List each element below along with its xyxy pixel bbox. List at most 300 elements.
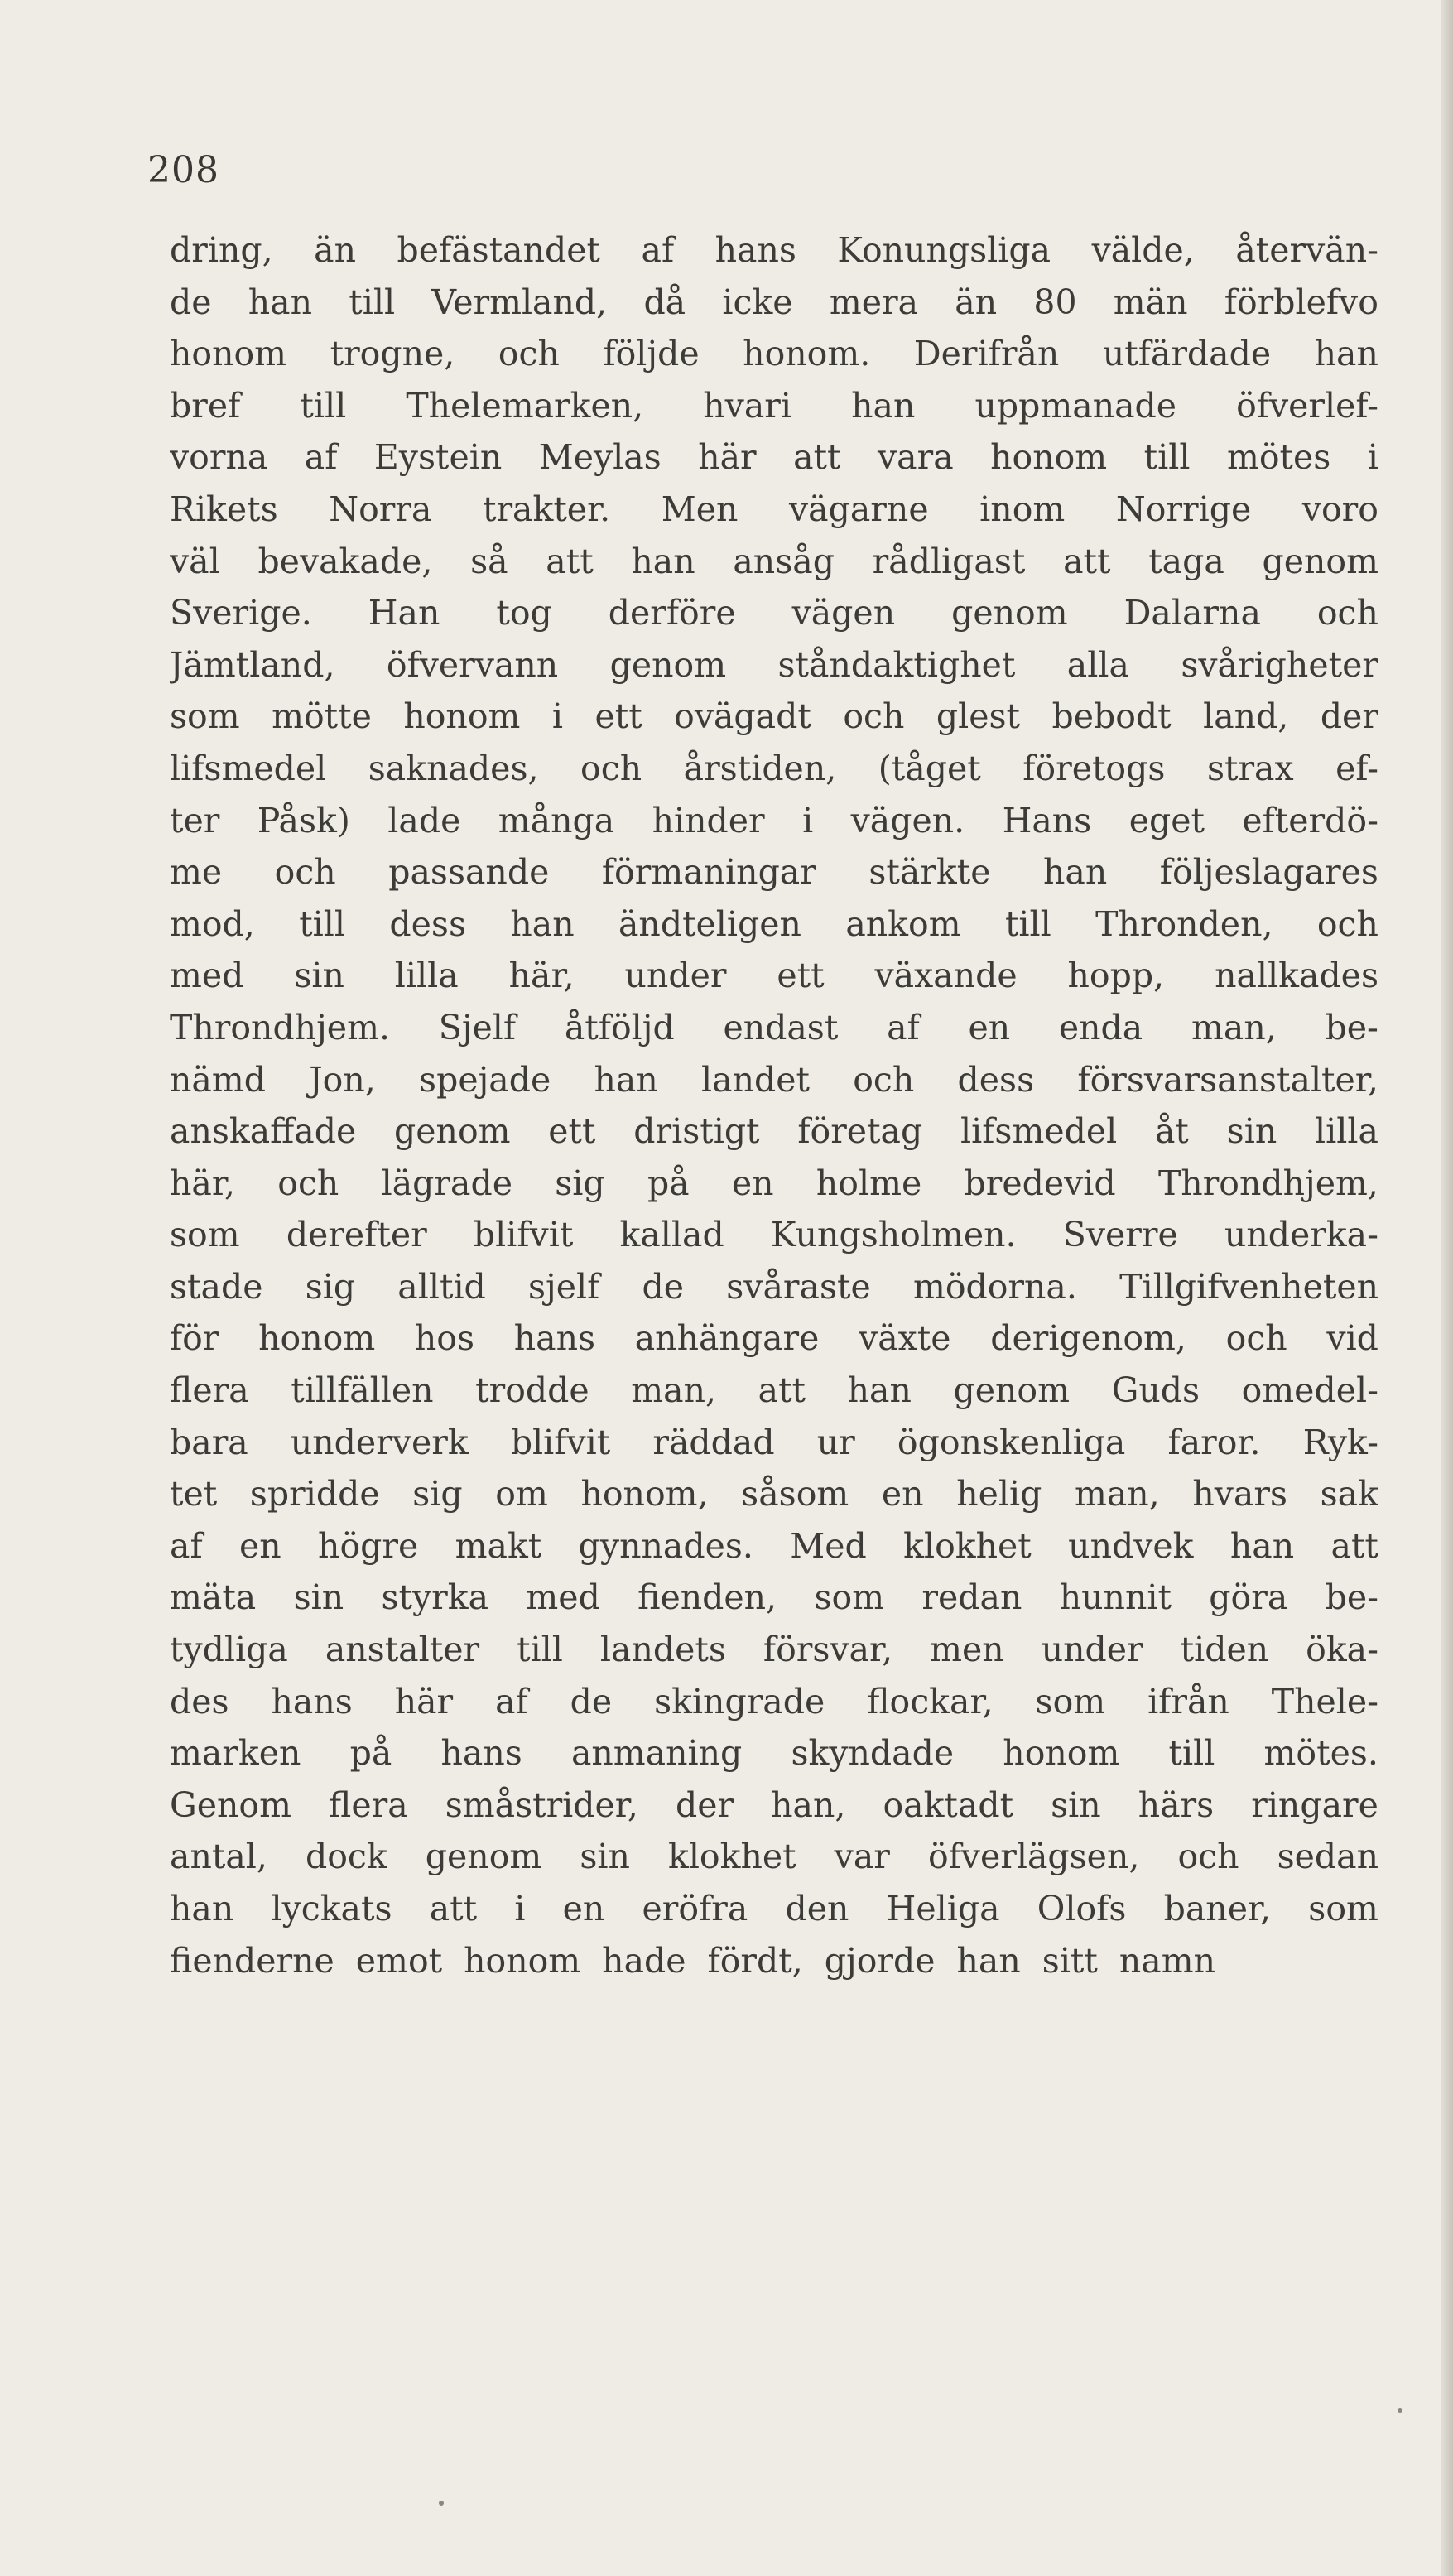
word: de: [642, 1266, 685, 1307]
word: som: [1035, 1681, 1106, 1721]
word: tog: [496, 593, 552, 633]
word: välde,: [1091, 230, 1195, 270]
word: nämd: [170, 1059, 266, 1100]
word: dock: [305, 1837, 387, 1877]
word: ett: [594, 696, 642, 737]
word: bevakade,: [257, 541, 433, 581]
word: stärkte: [868, 852, 991, 893]
word: land,: [1203, 696, 1289, 737]
word: rådligast: [872, 541, 1026, 581]
text-line: [170, 1008, 1378, 1060]
word: här,: [508, 956, 575, 996]
word: underverk: [290, 1422, 469, 1462]
word: dring,: [170, 230, 273, 270]
word: af: [495, 1681, 528, 1721]
word: sin: [1226, 1111, 1277, 1152]
word: så: [470, 541, 508, 581]
text-line: [170, 1060, 1378, 1112]
word: och: [1177, 1837, 1239, 1877]
word: ur: [816, 1422, 855, 1462]
text-line: [170, 1785, 1378, 1837]
word: genom: [425, 1837, 542, 1877]
word: och: [1225, 1318, 1287, 1359]
word: till: [300, 385, 347, 426]
word: bref: [170, 385, 241, 426]
word: honom: [170, 334, 287, 374]
word: af: [304, 437, 338, 478]
word: göra: [1209, 1577, 1288, 1618]
word: stade: [170, 1266, 263, 1307]
word: Konungsliga: [837, 230, 1051, 270]
word: de: [570, 1681, 613, 1721]
word: honom: [1003, 1733, 1120, 1774]
word: blifvit: [510, 1422, 611, 1462]
word: skingrade: [654, 1681, 825, 1721]
word: Tillgifvenheten: [1119, 1266, 1378, 1307]
word: mötes.: [1263, 1733, 1378, 1774]
word: hans: [513, 1318, 596, 1359]
text-line: [170, 1163, 1378, 1216]
word: honom,: [580, 1474, 709, 1514]
word: mödorna.: [912, 1266, 1077, 1307]
word: ansåg: [733, 541, 835, 581]
word: män: [1113, 282, 1188, 322]
word: Hans: [1002, 800, 1092, 840]
word: räddad: [652, 1422, 775, 1462]
word: ef-: [1335, 748, 1378, 788]
text-line: [170, 1267, 1378, 1319]
word: lifsmedel: [960, 1111, 1118, 1152]
word: på: [349, 1733, 392, 1774]
word: som: [170, 1215, 240, 1255]
page-edge-shadow: [1441, 0, 1453, 2576]
text-line: [170, 593, 1378, 645]
text-line: [170, 1837, 1378, 1889]
word: Guds: [1111, 1370, 1200, 1411]
word: lilla: [1315, 1111, 1378, 1152]
word: enda: [1058, 1007, 1143, 1047]
word: kallad: [619, 1215, 724, 1255]
word: Norra: [329, 489, 432, 529]
word: holme: [816, 1163, 922, 1203]
word: flera: [170, 1370, 249, 1411]
word: genom: [394, 1111, 511, 1152]
word: mötes: [1226, 437, 1331, 478]
word: blifvit: [473, 1215, 574, 1255]
word: lilla: [394, 956, 459, 996]
word: honom: [464, 1940, 581, 1981]
text-line: [170, 1630, 1378, 1682]
word: flera: [329, 1784, 408, 1825]
word: sjelf: [528, 1266, 600, 1307]
word: nallkades: [1215, 956, 1378, 996]
word: tiden: [1180, 1630, 1269, 1670]
word: med: [170, 956, 244, 996]
word: dess: [389, 903, 466, 944]
word: der: [675, 1784, 734, 1825]
word: klokhet: [667, 1837, 796, 1877]
word: flockar,: [867, 1681, 994, 1721]
word: lägrade: [381, 1163, 512, 1203]
word: öka-: [1306, 1630, 1378, 1670]
word: och: [277, 1163, 339, 1203]
text-line: [170, 1526, 1378, 1578]
word: följeslagares: [1159, 852, 1378, 893]
word: fördt,: [707, 1940, 803, 1981]
word: alltid: [397, 1266, 486, 1307]
word: han,: [771, 1784, 846, 1825]
word: ögonskenliga: [897, 1422, 1126, 1462]
word: redan: [921, 1577, 1022, 1618]
word: högre: [318, 1525, 419, 1566]
word: svårigheter: [1181, 644, 1378, 685]
word: såsom: [741, 1474, 849, 1514]
word: Throndhjem.: [170, 1007, 390, 1047]
word: skyndade: [791, 1733, 955, 1774]
word: han: [170, 1889, 234, 1928]
word: dristigt: [633, 1111, 760, 1152]
word: som: [1308, 1889, 1378, 1928]
word: att: [429, 1889, 478, 1928]
word: inom: [979, 489, 1066, 529]
word: eröfra: [642, 1889, 748, 1928]
word: på: [647, 1163, 690, 1203]
word: tet: [170, 1474, 218, 1514]
word: glest: [936, 696, 1020, 737]
word: hos: [414, 1318, 475, 1359]
word: taga: [1148, 541, 1224, 581]
word: åtföljd: [564, 1007, 675, 1047]
word: baner,: [1163, 1889, 1272, 1928]
word: sak: [1320, 1474, 1378, 1514]
word: strax: [1206, 748, 1294, 788]
word: och: [843, 696, 905, 737]
word: han: [1314, 334, 1378, 374]
text-line: [170, 1423, 1378, 1475]
text-line: [170, 1941, 1378, 1993]
word: här: [698, 437, 757, 478]
word: här,: [170, 1163, 235, 1203]
word: många: [498, 800, 615, 840]
word: Genom: [170, 1784, 291, 1825]
word: de: [170, 282, 212, 322]
word: Sverige.: [170, 593, 312, 633]
word: hans: [440, 1733, 522, 1774]
word: han: [847, 1370, 912, 1411]
text-line: [170, 1370, 1378, 1423]
word: ovägadt: [674, 696, 811, 737]
word: han: [631, 541, 695, 581]
word: Thele-: [1271, 1681, 1378, 1721]
word: Vermland,: [431, 282, 608, 322]
text-line: [170, 1111, 1378, 1163]
word: honom: [990, 437, 1108, 478]
word: men: [930, 1630, 1004, 1670]
text-line: [170, 542, 1378, 594]
text-line: [170, 334, 1378, 386]
word: i: [802, 800, 814, 840]
word: hinder: [652, 800, 765, 840]
word: än: [955, 282, 998, 322]
word: hopp,: [1067, 956, 1165, 996]
text-line: [170, 1682, 1378, 1734]
word: en: [881, 1474, 924, 1514]
word: en: [239, 1525, 281, 1566]
word: underka-: [1224, 1215, 1378, 1255]
word: ett: [777, 956, 825, 996]
word: sig: [305, 1266, 356, 1307]
word: Jon,: [309, 1059, 376, 1100]
word: till: [1004, 903, 1051, 944]
word: hunnit: [1059, 1577, 1172, 1618]
text-line: [170, 801, 1378, 853]
word: en: [731, 1163, 774, 1203]
word: sig: [412, 1474, 463, 1514]
word: en: [562, 1889, 605, 1928]
word: Throndhjem,: [1157, 1163, 1378, 1203]
word: voro: [1301, 489, 1378, 529]
word: saknades,: [368, 748, 539, 788]
word: Meylas: [538, 437, 662, 478]
word: bebodt: [1051, 696, 1172, 737]
word: utfärdade: [1102, 334, 1272, 374]
word: Thronden,: [1095, 903, 1273, 944]
word: till: [349, 282, 396, 322]
word: åt: [1154, 1111, 1189, 1152]
word: anstalter: [325, 1630, 480, 1670]
word: lade: [387, 800, 461, 840]
word: vägarne: [789, 489, 929, 529]
text-line: [170, 852, 1378, 904]
word: icke: [722, 282, 793, 322]
text-line: [170, 645, 1378, 697]
word: än: [314, 230, 357, 270]
word: för: [170, 1318, 219, 1359]
word: och: [853, 1059, 915, 1100]
word: följde: [603, 334, 700, 374]
word: sig: [555, 1163, 605, 1203]
word: att: [758, 1370, 806, 1411]
word: trodde: [475, 1370, 589, 1411]
word: ankom: [845, 903, 961, 944]
word: och: [498, 334, 560, 374]
word: öfverlef-: [1236, 385, 1378, 426]
word: af: [641, 230, 675, 270]
word: småstrider,: [445, 1784, 638, 1825]
word: lyckats: [271, 1889, 392, 1928]
word: derföre: [608, 593, 736, 633]
word: vägen.: [850, 800, 965, 840]
word: af: [170, 1525, 203, 1566]
word: ett: [548, 1111, 596, 1152]
text-line: [170, 230, 1378, 282]
word: anskaffade: [170, 1111, 357, 1152]
word: be-: [1325, 1577, 1378, 1618]
paper-speck: [1398, 2408, 1402, 2413]
word: antal,: [170, 1837, 267, 1877]
word: lifsmedel: [170, 748, 327, 788]
word: Sjelf: [438, 1007, 517, 1047]
word: härs: [1138, 1784, 1215, 1825]
word: då: [643, 282, 686, 322]
word: till: [517, 1630, 563, 1670]
word: genom: [1262, 541, 1378, 581]
word: der: [1320, 696, 1378, 737]
word: genom: [609, 644, 727, 685]
word: med: [526, 1577, 600, 1618]
word: Rikets: [170, 489, 278, 529]
word: eget: [1128, 800, 1205, 840]
word: spejade: [419, 1059, 551, 1100]
word: öfverlägsen,: [927, 1837, 1140, 1877]
word: till: [299, 903, 346, 944]
word: Påsk): [257, 800, 350, 840]
text-line: [170, 386, 1378, 438]
word: styrka: [381, 1577, 489, 1618]
word: Heliga: [886, 1889, 1000, 1928]
word: hvari: [703, 385, 792, 426]
word: sitt: [1042, 1940, 1098, 1981]
word: tillfällen: [291, 1370, 434, 1411]
word: att: [793, 437, 841, 478]
word: Jämtland,: [170, 644, 335, 685]
word: en: [968, 1007, 1011, 1047]
word: makt: [455, 1525, 542, 1566]
word: gjorde: [824, 1940, 936, 1981]
word: uppmanade: [974, 385, 1177, 426]
word: bara: [170, 1422, 248, 1462]
word: gynnades.: [578, 1525, 753, 1566]
word: Sverre: [1062, 1215, 1178, 1255]
word: genom: [953, 1370, 1070, 1411]
word: ändteligen: [618, 903, 801, 944]
word: till: [1143, 437, 1191, 478]
word: under: [1041, 1630, 1143, 1670]
word: derefter: [286, 1215, 427, 1255]
word: svåraste: [726, 1266, 871, 1307]
word: des: [170, 1681, 229, 1721]
word: sin: [1051, 1784, 1101, 1825]
word: vid: [1326, 1318, 1378, 1359]
word: Ryk-: [1302, 1422, 1378, 1462]
body-text: [170, 230, 1378, 1992]
word: Dalarna: [1123, 593, 1261, 633]
word: hans: [271, 1681, 353, 1721]
word: mötte: [272, 696, 372, 737]
word: honom: [403, 696, 521, 737]
word: han: [851, 385, 916, 426]
word: vorna: [170, 437, 268, 478]
word: Thelemarken,: [406, 385, 644, 426]
word: oaktadt: [883, 1784, 1014, 1825]
word: Norrige: [1115, 489, 1252, 529]
word: han: [956, 1940, 1021, 1981]
word: Olofs: [1037, 1889, 1127, 1928]
word: förmaningar: [601, 852, 816, 893]
word: växte: [859, 1318, 951, 1359]
word: under: [624, 956, 727, 996]
word: efterdö-: [1242, 800, 1378, 840]
word: Kungsholmen.: [770, 1215, 1017, 1255]
word: Eystein: [373, 437, 503, 478]
word: helig: [956, 1474, 1042, 1514]
word: i: [514, 1889, 526, 1928]
word: man,: [1191, 1007, 1277, 1047]
word: dess: [957, 1059, 1035, 1100]
word: sin: [294, 956, 344, 996]
word: som: [170, 696, 240, 737]
word: här: [394, 1681, 454, 1721]
word: fienderne: [170, 1940, 334, 1981]
word: Han: [368, 593, 440, 633]
word: genom: [951, 593, 1068, 633]
word: sedan: [1277, 1837, 1378, 1877]
word: i: [551, 696, 563, 737]
word: han: [248, 282, 313, 322]
paper-speck: [439, 2501, 444, 2506]
word: honom.: [743, 334, 871, 374]
word: till: [1168, 1733, 1215, 1774]
word: den: [785, 1889, 849, 1928]
word: fienden,: [637, 1577, 777, 1618]
word: ifrån: [1147, 1681, 1229, 1721]
word: sin: [293, 1577, 344, 1618]
text-line: [170, 956, 1378, 1008]
text-line: [170, 696, 1378, 749]
word: i: [1367, 437, 1378, 478]
word: trogne,: [330, 334, 455, 374]
word: om: [495, 1474, 548, 1514]
word: Derifrån: [913, 334, 1060, 374]
word: han: [510, 903, 575, 944]
word: Men: [661, 489, 739, 529]
word: försvar,: [763, 1630, 893, 1670]
word: mod,: [170, 903, 255, 944]
text-line: [170, 1474, 1378, 1526]
word: han: [594, 1059, 658, 1100]
word: spridde: [249, 1474, 380, 1514]
word: växande: [874, 956, 1018, 996]
word: trakter.: [482, 489, 611, 529]
word: 80: [1033, 282, 1077, 322]
word: företogs: [1022, 748, 1166, 788]
word: mäta: [170, 1577, 257, 1618]
word: att: [1330, 1525, 1378, 1566]
word: tydliga: [170, 1630, 288, 1670]
word: undvek: [1068, 1525, 1194, 1566]
word: landets: [599, 1630, 726, 1670]
text-line: [170, 282, 1378, 335]
word: och: [1316, 903, 1378, 944]
text-line: [170, 1733, 1378, 1785]
word: endast: [723, 1007, 839, 1047]
text-line: [170, 1318, 1378, 1370]
word: öfvervann: [386, 644, 559, 685]
word: be-: [1325, 1007, 1378, 1047]
word: af: [887, 1007, 920, 1047]
word: anmaning: [570, 1733, 743, 1774]
text-line: [170, 1577, 1378, 1630]
word: honom: [258, 1318, 376, 1359]
word: vägen: [791, 593, 896, 633]
word: man,: [1074, 1474, 1160, 1514]
word: hvars: [1192, 1474, 1287, 1514]
word: mera: [829, 282, 919, 322]
word: befästandet: [397, 230, 600, 270]
word: faror.: [1167, 1422, 1261, 1462]
word: emot: [355, 1940, 443, 1981]
word: omedel-: [1241, 1370, 1378, 1411]
